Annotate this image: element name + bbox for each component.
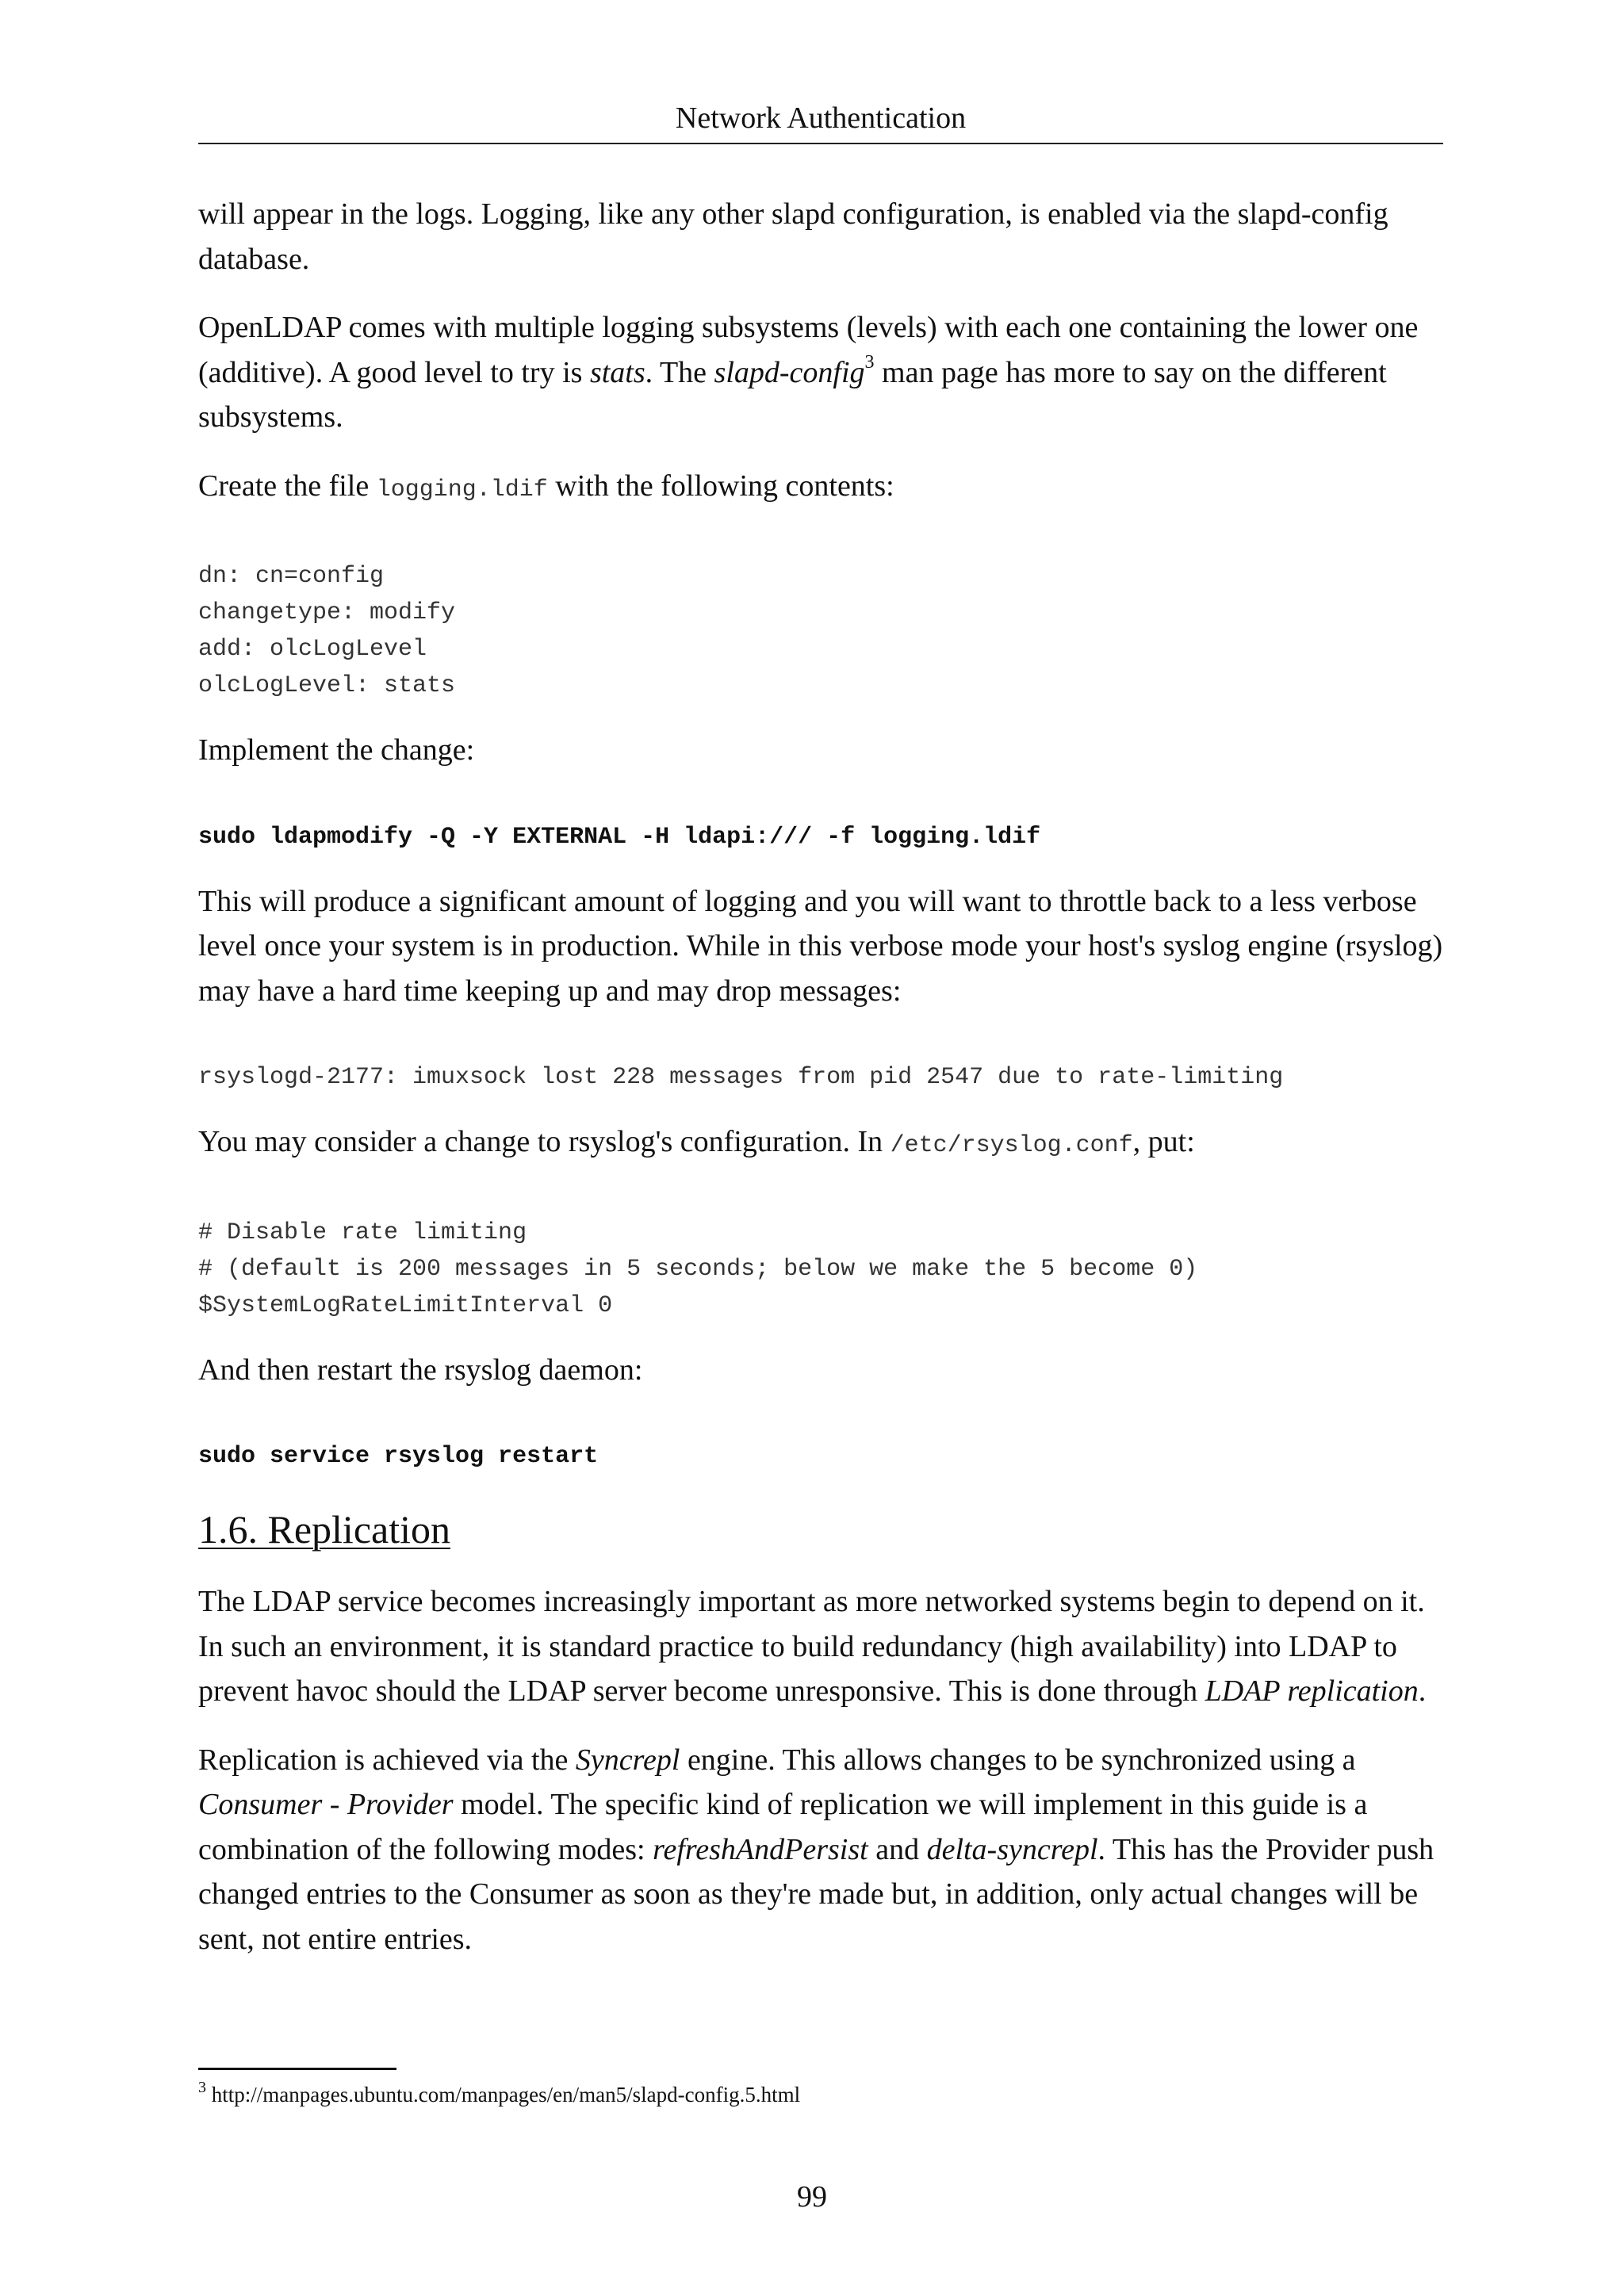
code-block-log-line [198, 1059, 1443, 1096]
footnote-url[interactable]: http://manpages.ubuntu.com/manpages/en/man5/slapd-config.5.html [211, 2083, 801, 2107]
text: The LDAP service becomes increasingly important as more networked systems begin to depend on it. In such an environment, it is standard practice to build redundancy (high availability) into LDAP to prevent havoc should the LDAP server become unresponsive. This is done through [198, 1585, 1425, 1708]
emphasis-refreshandpersist: refreshAndPersist [653, 1832, 868, 1866]
text: . [1418, 1674, 1427, 1708]
text: and [868, 1832, 927, 1866]
text: OpenLDAP comes with multiple logging subsystems (levels) with each one containing the lower one (additive). A good level to try is [198, 311, 1419, 389]
code-line: # (default is 200 messages in 5 seconds; below we make the 5 become 0) [198, 1255, 1198, 1283]
paragraph-replication-intro [198, 1579, 1443, 1714]
paragraph-logging-intro: will appear in the logs. Logging, like any other slapd configuration, is enabled via the slapd-config database. [198, 197, 1388, 276]
paragraph-logging-levels [198, 305, 1443, 440]
page-content [198, 192, 1443, 1985]
paragraph-restart: And then restart the rsyslog daemon: [198, 1353, 643, 1387]
text: engine. This allows changes to be synchronized using a [680, 1743, 1356, 1777]
code-line: olcLogLevel: stats [198, 672, 456, 699]
emphasis-ldap-replication: LDAP replication [1205, 1674, 1419, 1708]
emphasis-slapd-config: slapd-config [714, 355, 865, 389]
text: , put: [1132, 1125, 1195, 1158]
inline-code-path: /etc/rsyslog.conf [890, 1132, 1133, 1159]
code-block-rsyslog [198, 1215, 1443, 1324]
paragraph-verbose-warning: This will produce a significant amount of logging and you will want to throttle back to a less verbose level once your system is in production. While in this verbose mode your host's syslog engine (rsyslog) may have a hard time keeping up and may drop messages: [198, 884, 1443, 1008]
text: Replication is achieved via the [198, 1743, 576, 1777]
footnote-rule [198, 2068, 396, 2070]
paragraph-syncrepl [198, 1738, 1443, 1962]
emphasis-consumer-provider: Consumer - Provider [198, 1788, 454, 1821]
paragraph-implement: Implement the change: [198, 733, 475, 767]
code-line: $SystemLogRateLimitInterval 0 [198, 1292, 613, 1319]
text: model. The specific kind of replication we will implement in this guide is a combination of the following modes: [198, 1788, 1368, 1866]
paragraph-rsyslog-config [198, 1119, 1443, 1169]
paragraph-create-file [198, 464, 1443, 513]
running-header: Network Authentication [675, 101, 967, 135]
text: . This has the Provider push changed entries to the Consumer as soon as they're made but, in addition, only actual changes will be sent, not entire entries. [198, 1832, 1434, 1956]
text: Create the file [198, 469, 377, 503]
code-line: add: olcLogLevel [198, 636, 427, 663]
command-ldapmodify: sudo ldapmodify -Q -Y EXTERNAL -H ldapi:/// -f logging.ldif [198, 823, 1041, 851]
emphasis-delta-syncrepl: delta-syncrepl [926, 1832, 1098, 1866]
code-block-ldif [198, 558, 1443, 704]
code-line: # Disable rate limiting [198, 1219, 527, 1246]
command-restart: sudo service rsyslog restart [198, 1443, 599, 1470]
emphasis-stats: stats [589, 355, 645, 389]
code-line: rsyslogd-2177: imuxsock lost 228 messages from pid 2547 due to rate-limiting [198, 1064, 1284, 1091]
text: man page has more to say on the different subsystems. [198, 355, 1387, 434]
code-line: changetype: modify [198, 599, 456, 626]
code-line: dn: cn=config [198, 563, 385, 590]
text: with the following contents: [547, 469, 894, 503]
footnote-number: 3 [198, 2079, 206, 2096]
footnote-ref[interactable]: 3 [864, 351, 875, 373]
inline-code-filename: logging.ldif [376, 476, 548, 503]
text: You may consider a change to rsyslog's configuration. In [198, 1125, 891, 1158]
text: . The [645, 355, 714, 389]
section-heading-replication: 1.6. Replication [198, 1507, 450, 1552]
header-rule [198, 143, 1443, 144]
footnote [198, 2079, 800, 2110]
emphasis-syncrepl: Syncrepl [575, 1743, 680, 1777]
page-number: 99 [797, 2180, 827, 2214]
